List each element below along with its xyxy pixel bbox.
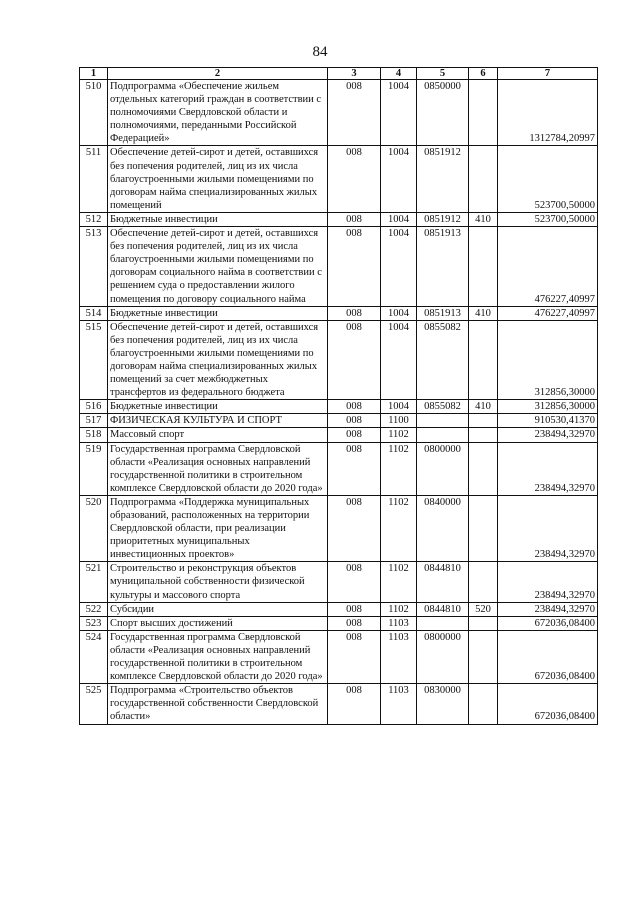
row-name: Бюджетные инвестиции bbox=[108, 212, 328, 226]
row-code-5 bbox=[417, 414, 469, 428]
row-amount: 672036,08400 bbox=[498, 616, 598, 630]
row-code-5 bbox=[417, 428, 469, 442]
row-code-5 bbox=[417, 616, 469, 630]
row-number: 522 bbox=[80, 602, 108, 616]
row-amount: 910530,41370 bbox=[498, 414, 598, 428]
row-amount: 238494,32970 bbox=[498, 495, 598, 561]
row-code-6 bbox=[469, 630, 498, 683]
row-number: 525 bbox=[80, 684, 108, 724]
row-code-5: 0844810 bbox=[417, 602, 469, 616]
row-code-6 bbox=[469, 80, 498, 146]
table-row bbox=[80, 630, 598, 683]
row-name: Массовый спорт bbox=[108, 428, 328, 442]
header-row bbox=[80, 68, 598, 80]
row-code-5: 0850000 bbox=[417, 80, 469, 146]
row-number: 523 bbox=[80, 616, 108, 630]
row-name: Подпрограмма «Строительство объектов государственной собственности Свердловской области» bbox=[108, 684, 328, 724]
table-row bbox=[80, 227, 598, 307]
row-number: 515 bbox=[80, 320, 108, 400]
row-amount: 523700,50000 bbox=[498, 146, 598, 212]
row-code-3: 008 bbox=[328, 562, 381, 602]
row-number: 517 bbox=[80, 414, 108, 428]
row-name: Государственная программа Свердловской области «Реализация основных направлений государственной политики в строительном комплексе Свердловской области до 2020 года» bbox=[108, 442, 328, 495]
row-number: 511 bbox=[80, 146, 108, 212]
row-code-4: 1004 bbox=[381, 227, 417, 307]
row-code-3: 008 bbox=[328, 495, 381, 561]
row-amount: 476227,40997 bbox=[498, 227, 598, 307]
row-code-5: 0840000 bbox=[417, 495, 469, 561]
table-row bbox=[80, 495, 598, 561]
table-row bbox=[80, 684, 598, 724]
row-number: 518 bbox=[80, 428, 108, 442]
row-code-3: 008 bbox=[328, 146, 381, 212]
row-amount: 312856,30000 bbox=[498, 320, 598, 400]
row-code-6 bbox=[469, 428, 498, 442]
row-code-5: 0855082 bbox=[417, 320, 469, 400]
table-row bbox=[80, 400, 598, 414]
row-number: 519 bbox=[80, 442, 108, 495]
row-amount: 238494,32970 bbox=[498, 442, 598, 495]
table-row bbox=[80, 212, 598, 226]
row-name: Субсидии bbox=[108, 602, 328, 616]
row-code-4: 1103 bbox=[381, 630, 417, 683]
row-code-4: 1004 bbox=[381, 306, 417, 320]
row-code-5: 0851912 bbox=[417, 146, 469, 212]
row-name: Подпрограмма «Поддержка муниципальных образований, расположенных на территории Свердловской области, при реализации приоритетных муниципальных инвестиционных проектов» bbox=[108, 495, 328, 561]
row-name: Государственная программа Свердловской области «Реализация основных направлений государственной политики в строительном комплексе Свердловской области до 2020 года» bbox=[108, 630, 328, 683]
row-number: 514 bbox=[80, 306, 108, 320]
row-code-4: 1102 bbox=[381, 495, 417, 561]
row-code-5: 0855082 bbox=[417, 400, 469, 414]
table-row bbox=[80, 442, 598, 495]
row-code-3: 008 bbox=[328, 80, 381, 146]
column-header: 5 bbox=[417, 68, 469, 80]
row-code-3: 008 bbox=[328, 630, 381, 683]
row-code-5: 0844810 bbox=[417, 562, 469, 602]
row-amount: 672036,08400 bbox=[498, 684, 598, 724]
row-code-6: 410 bbox=[469, 306, 498, 320]
row-code-4: 1004 bbox=[381, 146, 417, 212]
row-code-5: 0851913 bbox=[417, 227, 469, 307]
table-row bbox=[80, 562, 598, 602]
row-name: Обеспечение детей-сирот и детей, оставшихся без попечения родителей, лиц из их числа благоустроенными жилыми помещениями по договорам социального найма в соответствии с решением суда о предоставлении жилого помещения по договору социального найма bbox=[108, 227, 328, 307]
row-code-3: 008 bbox=[328, 320, 381, 400]
row-code-4: 1103 bbox=[381, 616, 417, 630]
row-code-6 bbox=[469, 684, 498, 724]
row-code-4: 1004 bbox=[381, 80, 417, 146]
row-code-6 bbox=[469, 442, 498, 495]
row-name: Бюджетные инвестиции bbox=[108, 306, 328, 320]
table-row bbox=[80, 306, 598, 320]
row-code-5: 0851913 bbox=[417, 306, 469, 320]
row-code-5: 0800000 bbox=[417, 442, 469, 495]
page-number: 84 bbox=[312, 44, 328, 60]
row-number: 524 bbox=[80, 630, 108, 683]
row-code-3: 008 bbox=[328, 306, 381, 320]
row-code-4: 1103 bbox=[381, 684, 417, 724]
row-code-6: 410 bbox=[469, 212, 498, 226]
table-row bbox=[80, 602, 598, 616]
row-code-4: 1102 bbox=[381, 602, 417, 616]
row-code-6 bbox=[469, 562, 498, 602]
row-name: Обеспечение детей-сирот и детей, оставшихся без попечения родителей, лиц из их числа благоустроенными жилыми помещениями по договорам найма специализированных жилых помещений bbox=[108, 146, 328, 212]
row-number: 521 bbox=[80, 562, 108, 602]
row-code-6 bbox=[469, 227, 498, 307]
row-code-3: 008 bbox=[328, 227, 381, 307]
row-code-6: 410 bbox=[469, 400, 498, 414]
row-code-6 bbox=[469, 495, 498, 561]
row-name: ФИЗИЧЕСКАЯ КУЛЬТУРА И СПОРТ bbox=[108, 414, 328, 428]
column-header: 6 bbox=[469, 68, 498, 80]
row-code-4: 1004 bbox=[381, 320, 417, 400]
column-header: 1 bbox=[80, 68, 108, 80]
row-number: 512 bbox=[80, 212, 108, 226]
row-amount: 523700,50000 bbox=[498, 212, 598, 226]
row-amount: 1312784,20997 bbox=[498, 80, 598, 146]
budget-table bbox=[79, 67, 598, 725]
column-header: 7 bbox=[498, 68, 598, 80]
row-number: 513 bbox=[80, 227, 108, 307]
row-code-6: 520 bbox=[469, 602, 498, 616]
row-name: Обеспечение детей-сирот и детей, оставшихся без попечения родителей, лиц из их числа благоустроенными жилыми помещениями по договорам найма специализированных жилых помещений за счет межбюджетных трансфертов из федерального бюджета bbox=[108, 320, 328, 400]
row-code-3: 008 bbox=[328, 616, 381, 630]
row-amount: 238494,32970 bbox=[498, 428, 598, 442]
column-header: 2 bbox=[108, 68, 328, 80]
row-name: Подпрограмма «Обеспечение жильем отдельных категорий граждан в соответствии с полномочиями Свердловской области и полномочиями, переданными Российской Федерацией» bbox=[108, 80, 328, 146]
row-code-4: 1100 bbox=[381, 414, 417, 428]
row-name: Спорт высших достижений bbox=[108, 616, 328, 630]
row-code-3: 008 bbox=[328, 414, 381, 428]
table-row bbox=[80, 80, 598, 146]
row-code-6 bbox=[469, 320, 498, 400]
table-row bbox=[80, 414, 598, 428]
row-code-4: 1102 bbox=[381, 562, 417, 602]
row-code-3: 008 bbox=[328, 400, 381, 414]
row-amount: 238494,32970 bbox=[498, 602, 598, 616]
row-code-3: 008 bbox=[328, 428, 381, 442]
row-code-6 bbox=[469, 414, 498, 428]
row-amount: 312856,30000 bbox=[498, 400, 598, 414]
row-number: 510 bbox=[80, 80, 108, 146]
row-code-4: 1102 bbox=[381, 428, 417, 442]
table-row bbox=[80, 616, 598, 630]
row-code-4: 1004 bbox=[381, 212, 417, 226]
row-code-5: 0851912 bbox=[417, 212, 469, 226]
row-number: 520 bbox=[80, 495, 108, 561]
row-code-4: 1102 bbox=[381, 442, 417, 495]
table-row bbox=[80, 428, 598, 442]
row-code-4: 1004 bbox=[381, 400, 417, 414]
row-code-6 bbox=[469, 616, 498, 630]
row-code-3: 008 bbox=[328, 684, 381, 724]
row-amount: 476227,40997 bbox=[498, 306, 598, 320]
row-code-3: 008 bbox=[328, 442, 381, 495]
row-amount: 672036,08400 bbox=[498, 630, 598, 683]
row-amount: 238494,32970 bbox=[498, 562, 598, 602]
row-code-5: 0830000 bbox=[417, 684, 469, 724]
column-header: 3 bbox=[328, 68, 381, 80]
column-header: 4 bbox=[381, 68, 417, 80]
row-code-6 bbox=[469, 146, 498, 212]
table-row bbox=[80, 320, 598, 400]
row-code-5: 0800000 bbox=[417, 630, 469, 683]
row-number: 516 bbox=[80, 400, 108, 414]
row-code-3: 008 bbox=[328, 602, 381, 616]
row-name: Строительство и реконструкция объектов муниципальной собственности физической культуры и массового спорта bbox=[108, 562, 328, 602]
row-name: Бюджетные инвестиции bbox=[108, 400, 328, 414]
table-row bbox=[80, 146, 598, 212]
row-code-3: 008 bbox=[328, 212, 381, 226]
